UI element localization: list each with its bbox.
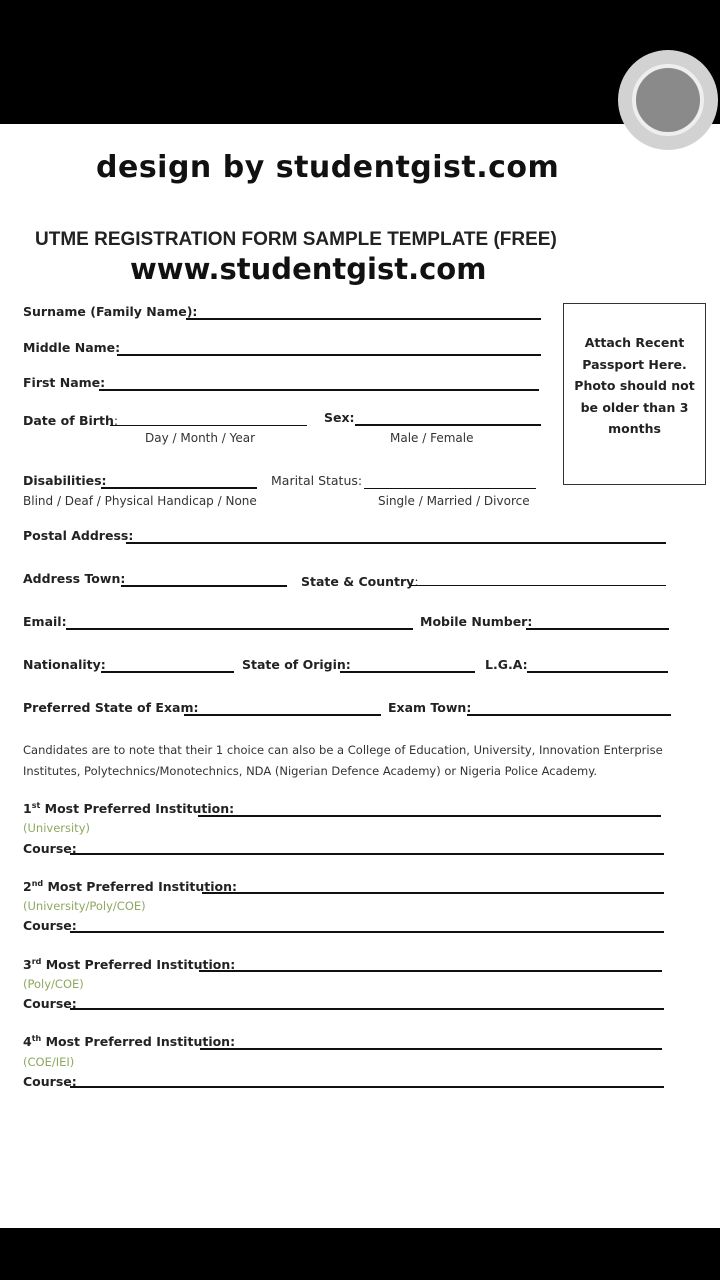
institution-3-type: (Poly/COE) — [23, 977, 84, 991]
exam-town-label: Exam Town: — [388, 700, 472, 715]
state-country-line[interactable] — [410, 585, 666, 586]
dob-line[interactable] — [110, 425, 307, 426]
postal-address-line[interactable] — [126, 542, 666, 544]
mobile-number-line[interactable] — [526, 628, 669, 630]
institution-2-line[interactable] — [202, 892, 664, 894]
disabilities-label: Disabilities: — [23, 473, 107, 488]
surname-label: Surname (Family Name): — [23, 304, 198, 319]
marital-hint: Single / Married / Divorce — [378, 494, 530, 508]
institution-3-course-label: Course: — [23, 996, 77, 1011]
address-town-label: Address Town: — [23, 571, 126, 586]
surname-line[interactable] — [186, 318, 541, 320]
email-line[interactable] — [66, 628, 413, 630]
institution-1-course-label: Course: — [23, 841, 77, 856]
sex-label: Sex: — [324, 410, 355, 425]
postal-address-label: Postal Address: — [23, 528, 134, 543]
state-country-label-group — [301, 571, 419, 590]
form-title: UTME REGISTRATION FORM SAMPLE TEMPLATE (FREE) — [35, 229, 557, 250]
institution-3-number: 3 — [23, 957, 32, 973]
institution-2-course-line[interactable] — [70, 931, 664, 933]
institution-4-label-group — [23, 1034, 235, 1049]
disabilities-hint: Blind / Deaf / Physical Handicap / None — [23, 494, 257, 508]
institution-2-course-label: Course: — [23, 918, 77, 933]
institution-4-line[interactable] — [200, 1048, 662, 1050]
institution-4-course-line[interactable] — [70, 1086, 664, 1088]
institution-2-number: 2 — [23, 879, 32, 895]
institution-3-line[interactable] — [199, 970, 662, 972]
exam-town-line[interactable] — [467, 714, 671, 716]
institution-2-type: (University/Poly/COE) — [23, 899, 146, 913]
institution-1-label-group — [23, 801, 234, 816]
nationality-line[interactable] — [101, 671, 234, 673]
dob-label-group — [23, 410, 118, 429]
sex-line[interactable] — [355, 424, 541, 426]
state-of-origin-label: State of Origin: — [242, 657, 351, 672]
state-country-label: State & Country — [301, 574, 415, 589]
institution-3-course-line[interactable] — [70, 1008, 664, 1010]
state-of-origin-line[interactable] — [340, 671, 475, 673]
institution-2-suffix: nd — [31, 879, 44, 888]
dob-colon: : — [113, 413, 119, 428]
email-label: Email: — [23, 614, 67, 629]
floating-circle-button[interactable] — [618, 50, 718, 150]
nationality-label: Nationality: — [23, 657, 106, 672]
marital-status-label: Marital Status: — [271, 473, 363, 488]
lga-line[interactable] — [527, 671, 668, 673]
institution-4-label: Most Preferred Institution: — [45, 1034, 236, 1050]
design-credit: design by studentgist.com — [96, 150, 560, 185]
candidate-note: Candidates are to note that their 1 choice can also be a College of Education, University, Innovation Enterprise Institutes, Polytechnics/Monotechnics, NDA (Nigerian Defence Academy) or Nigeria Police Academy. — [23, 743, 663, 778]
institution-1-number: 1 — [23, 801, 32, 817]
institution-1-label: Most Preferred Institution: — [44, 801, 235, 817]
preferred-state-exam-line[interactable] — [184, 714, 381, 716]
website-url: www.studentgist.com — [130, 252, 487, 286]
bottom-black-bar — [0, 1228, 720, 1280]
address-town-line[interactable] — [121, 585, 287, 587]
marital-status-line[interactable] — [364, 488, 536, 489]
middle-name-line[interactable] — [117, 354, 541, 356]
institution-4-number: 4 — [23, 1034, 32, 1050]
institution-4-type: (COE/IEI) — [23, 1055, 75, 1069]
sex-hint: Male / Female — [390, 431, 474, 445]
first-name-label: First Name: — [23, 375, 106, 390]
institution-1-course-line[interactable] — [70, 853, 664, 855]
top-black-bar — [0, 0, 720, 124]
institution-4-course-label: Course: — [23, 1074, 77, 1089]
institution-2-label: Most Preferred Institution: — [47, 879, 237, 895]
dob-hint: Day / Month / Year — [145, 431, 256, 445]
mobile-number-label: Mobile Number: — [420, 614, 533, 629]
state-country-colon: : — [414, 574, 419, 589]
institution-1-line[interactable] — [198, 815, 661, 817]
lga-label: L.G.A: — [485, 657, 528, 672]
institution-1-type: (University) — [23, 821, 90, 835]
dob-label: Date of Birth — [23, 413, 114, 428]
institution-1-suffix: st — [31, 801, 41, 810]
institution-3-label: Most Preferred Institution: — [45, 957, 236, 973]
institution-4-suffix: th — [31, 1034, 42, 1043]
passport-photo-instructions: Attach Recent Passport Here. Photo should not be older than 3 months — [574, 335, 695, 436]
first-name-line[interactable] — [99, 389, 539, 391]
preferred-state-exam-label: Preferred State of Exam: — [23, 700, 199, 715]
institution-3-suffix: rd — [31, 957, 42, 966]
disabilities-line[interactable] — [101, 487, 257, 489]
middle-name-label: Middle Name: — [23, 340, 121, 355]
